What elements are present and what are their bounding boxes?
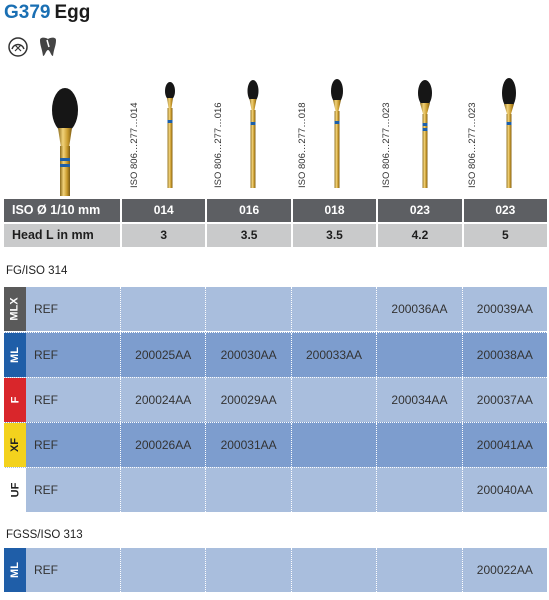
grit-badge-mlx: MLX	[4, 287, 26, 331]
ref-cell	[120, 468, 205, 512]
ref-cell	[205, 548, 290, 592]
ref-cell: 200037AA	[462, 378, 547, 422]
bur-illustration	[414, 80, 436, 190]
iso-diameter-row	[4, 199, 547, 222]
ref-cell	[120, 287, 205, 331]
ref-cell: 200034AA	[376, 378, 461, 422]
grit-badge-ml: ML	[4, 548, 26, 592]
ref-cell	[205, 468, 290, 512]
ref-cell	[291, 468, 376, 512]
ref-cell	[291, 287, 376, 331]
bur-iso-label: ISO 806…277…016	[213, 102, 224, 188]
bur-illustration	[160, 82, 180, 190]
ref-cell: 200033AA	[291, 333, 376, 377]
bur-iso-label: ISO 806…277…014	[129, 102, 140, 188]
ref-cell: 200025AA	[120, 333, 205, 377]
bur-iso-label: ISO 806…277…023	[467, 102, 478, 188]
ref-cell	[376, 333, 461, 377]
section-title-fgss: FGSS/ISO 313	[6, 529, 83, 541]
ref-cell: 200039AA	[462, 287, 547, 331]
ref-cell: 200031AA	[205, 423, 290, 467]
bur-illustration	[243, 80, 263, 190]
head-length-label: Head L in mm	[12, 228, 94, 242]
ref-label: REF	[34, 438, 58, 452]
ref-cell: 200026AA	[120, 423, 205, 467]
product-title	[4, 2, 90, 24]
ref-cell	[291, 423, 376, 467]
ref-cell: 200040AA	[462, 468, 547, 512]
table-row-mlx	[4, 287, 547, 331]
ref-cell	[291, 548, 376, 592]
iso-diameter-value: 016	[205, 199, 290, 222]
head-length-value: 4.2	[376, 224, 461, 247]
ref-cell	[376, 423, 461, 467]
grit-badge-xf: XF	[4, 423, 26, 467]
ref-cell: 200038AA	[462, 333, 547, 377]
ref-cell: 200029AA	[205, 378, 290, 422]
section-title-fg: FG/ISO 314	[6, 265, 68, 277]
product-name: Egg	[54, 2, 91, 23]
head-length-value: 3.5	[205, 224, 290, 247]
iso-diameter-label: ISO Ø 1/10 mm	[12, 203, 101, 217]
grit-badge-f: F	[4, 378, 26, 422]
product-code: G379	[4, 2, 51, 23]
ref-cell: 200024AA	[120, 378, 205, 422]
head-length-value: 5	[462, 224, 547, 247]
ref-label: REF	[34, 348, 58, 362]
iso-diameter-value: 018	[291, 199, 376, 222]
ref-label: REF	[34, 393, 58, 407]
bur-iso-label: ISO 806…277…023	[381, 102, 392, 188]
ref-cell: 200041AA	[462, 423, 547, 467]
ref-label: REF	[34, 563, 58, 577]
table-row-xf	[4, 422, 547, 467]
table-row-uf	[4, 467, 547, 512]
ref-cell: 200030AA	[205, 333, 290, 377]
ref-cell	[376, 468, 461, 512]
bur-illustration	[498, 78, 520, 190]
bur-iso-label: ISO 806…277…018	[297, 102, 308, 188]
iso-diameter-value: 023	[462, 199, 547, 222]
head-length-value: 3	[120, 224, 205, 247]
ref-cell	[376, 548, 461, 592]
iso-diameter-value: 023	[376, 199, 461, 222]
crown-preparation-icon	[6, 36, 30, 58]
large-bur-illustration	[40, 88, 90, 198]
iso-diameter-value: 014	[120, 199, 205, 222]
bur-illustration	[327, 79, 347, 190]
ref-cell: 200022AA	[462, 548, 547, 592]
ref-cell	[120, 548, 205, 592]
tooth-icon	[36, 36, 60, 58]
table-row-ml	[4, 332, 547, 377]
grit-badge-uf: UF	[4, 468, 26, 512]
ref-cell	[291, 378, 376, 422]
ref-cell	[205, 287, 290, 331]
head-length-value: 3.5	[291, 224, 376, 247]
ref-label: REF	[34, 483, 58, 497]
table-row-ml-fgss	[4, 548, 547, 592]
grit-badge-ml: ML	[4, 333, 26, 377]
ref-label: REF	[34, 302, 58, 316]
head-length-row	[4, 224, 547, 247]
ref-cell: 200036AA	[376, 287, 461, 331]
table-row-f	[4, 377, 547, 422]
